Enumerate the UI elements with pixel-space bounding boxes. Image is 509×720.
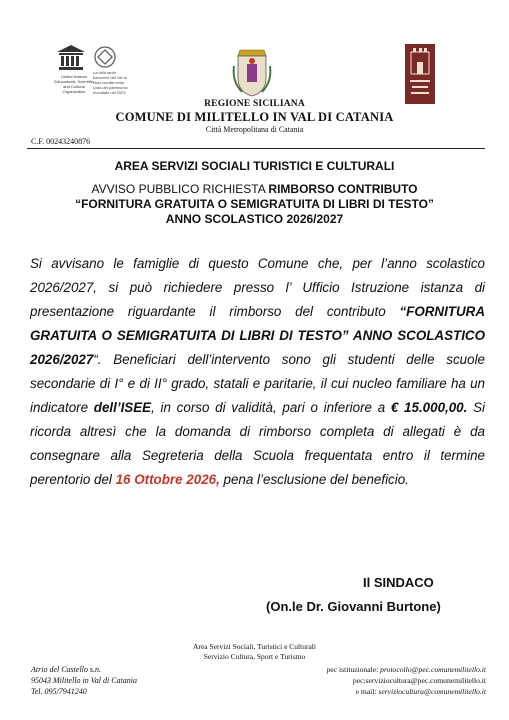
area-title: AREA SERVIZI SOCIALI TURISTICI E CULTURALI bbox=[114, 159, 395, 173]
body-amount: € 15.000,00. bbox=[390, 400, 468, 415]
body-part-2: “. Beneficiari dell’intervento sono gli studenti delle scuole secondarie di I° e di II° grado, statali e paritarie, il cui nucleo familiare ha un indicatore bbox=[30, 352, 485, 415]
notice-title bbox=[0, 182, 509, 227]
signature-title: Il SINDACO bbox=[363, 575, 434, 590]
world-heritage-icon bbox=[94, 46, 116, 68]
footer-address-line1: Atrio del Castello s.n. bbox=[31, 665, 101, 674]
municipal-crest-icon bbox=[232, 46, 272, 98]
region-heading: REGIONE SICILIANA bbox=[204, 99, 305, 109]
body-part-5: pena l’esclusione del beneficio. bbox=[219, 472, 409, 487]
notice-title-plain: AVVISO PUBBLICO RICHIESTA bbox=[91, 182, 269, 196]
body-part-4: Si ricorda altresì che la domanda di rimborso completa di allegati è da consegnare alla Segreteria della Scuola frequentata entro il termine perentorio del bbox=[30, 400, 485, 487]
footer-office-line2: Servizio Cultura, Sport e Turismo bbox=[203, 652, 306, 661]
email-link[interactable]: serviziocultura@comunemilitello.it bbox=[378, 687, 486, 696]
notice-body bbox=[30, 252, 485, 492]
footer-address-line2: 95043 Militello in Val di Catania bbox=[31, 676, 137, 685]
footer-address bbox=[31, 664, 137, 697]
pec2-link[interactable]: pec:serviziocultura@pec.comunemilitello.it bbox=[352, 676, 486, 685]
world-heritage-caption: La città tardo barocche del Val di Noto iscritte nella Lista del patrimonio mondiale nel 2002 bbox=[93, 70, 128, 95]
castle-logo-icon bbox=[405, 44, 435, 104]
body-part-3: , in corso di validità, pari o inferiore a bbox=[151, 400, 391, 415]
notice-title-line3: ANNO SCOLASTICO 2026/2027 bbox=[165, 212, 344, 226]
pec-link[interactable]: protocollo@pec.comunemilitello.it bbox=[380, 665, 486, 674]
metro-city-label: Città Metropolitana di Catania bbox=[205, 125, 304, 134]
footer-office-line1: Area Servizi Sociali, Turistici e Culturali bbox=[193, 642, 316, 651]
body-deadline: 16 Ottobre 2026, bbox=[115, 472, 220, 487]
footer-phone: Tel. 095/7941240 bbox=[31, 687, 87, 696]
notice-title-bold: RIMBORSO CONTRIBUTO bbox=[268, 182, 418, 196]
fiscal-code: C.F. 00243240876 bbox=[31, 137, 91, 146]
unesco-caption: United Nations Educational, Scientific and Cultural Organization bbox=[54, 74, 94, 94]
body-part-1: Si avvisano le famiglie di questo Comune che, per l’anno scolastico 2026/2027, si può richiedere presso l’ Ufficio Istruzione istanza di presentazione riguardante il rimborso del contributo bbox=[30, 256, 485, 319]
header-divider bbox=[27, 148, 485, 149]
email-label: e mail: bbox=[355, 687, 379, 696]
footer-contacts bbox=[306, 664, 486, 697]
body-isee: dell’ISEE bbox=[93, 400, 152, 415]
pec-label: pec istituzionale: bbox=[326, 665, 381, 674]
signature-name: (On.le Dr. Giovanni Burtone) bbox=[266, 599, 441, 614]
comune-heading: COMUNE DI MILITELLO IN VAL DI CATANIA bbox=[115, 110, 394, 124]
unesco-logo-icon bbox=[56, 44, 86, 72]
footer-office bbox=[0, 642, 509, 662]
body-contribution-name: “FORNITURA GRATUITA O SEMIGRATUITA DI LIBRI DI TESTO” ANNO SCOLASTICO 2026/2027 bbox=[30, 304, 485, 367]
notice-title-line2: “FORNITURA GRATUITA O SEMIGRATUITA DI LIBRI DI TESTO” bbox=[75, 197, 434, 211]
